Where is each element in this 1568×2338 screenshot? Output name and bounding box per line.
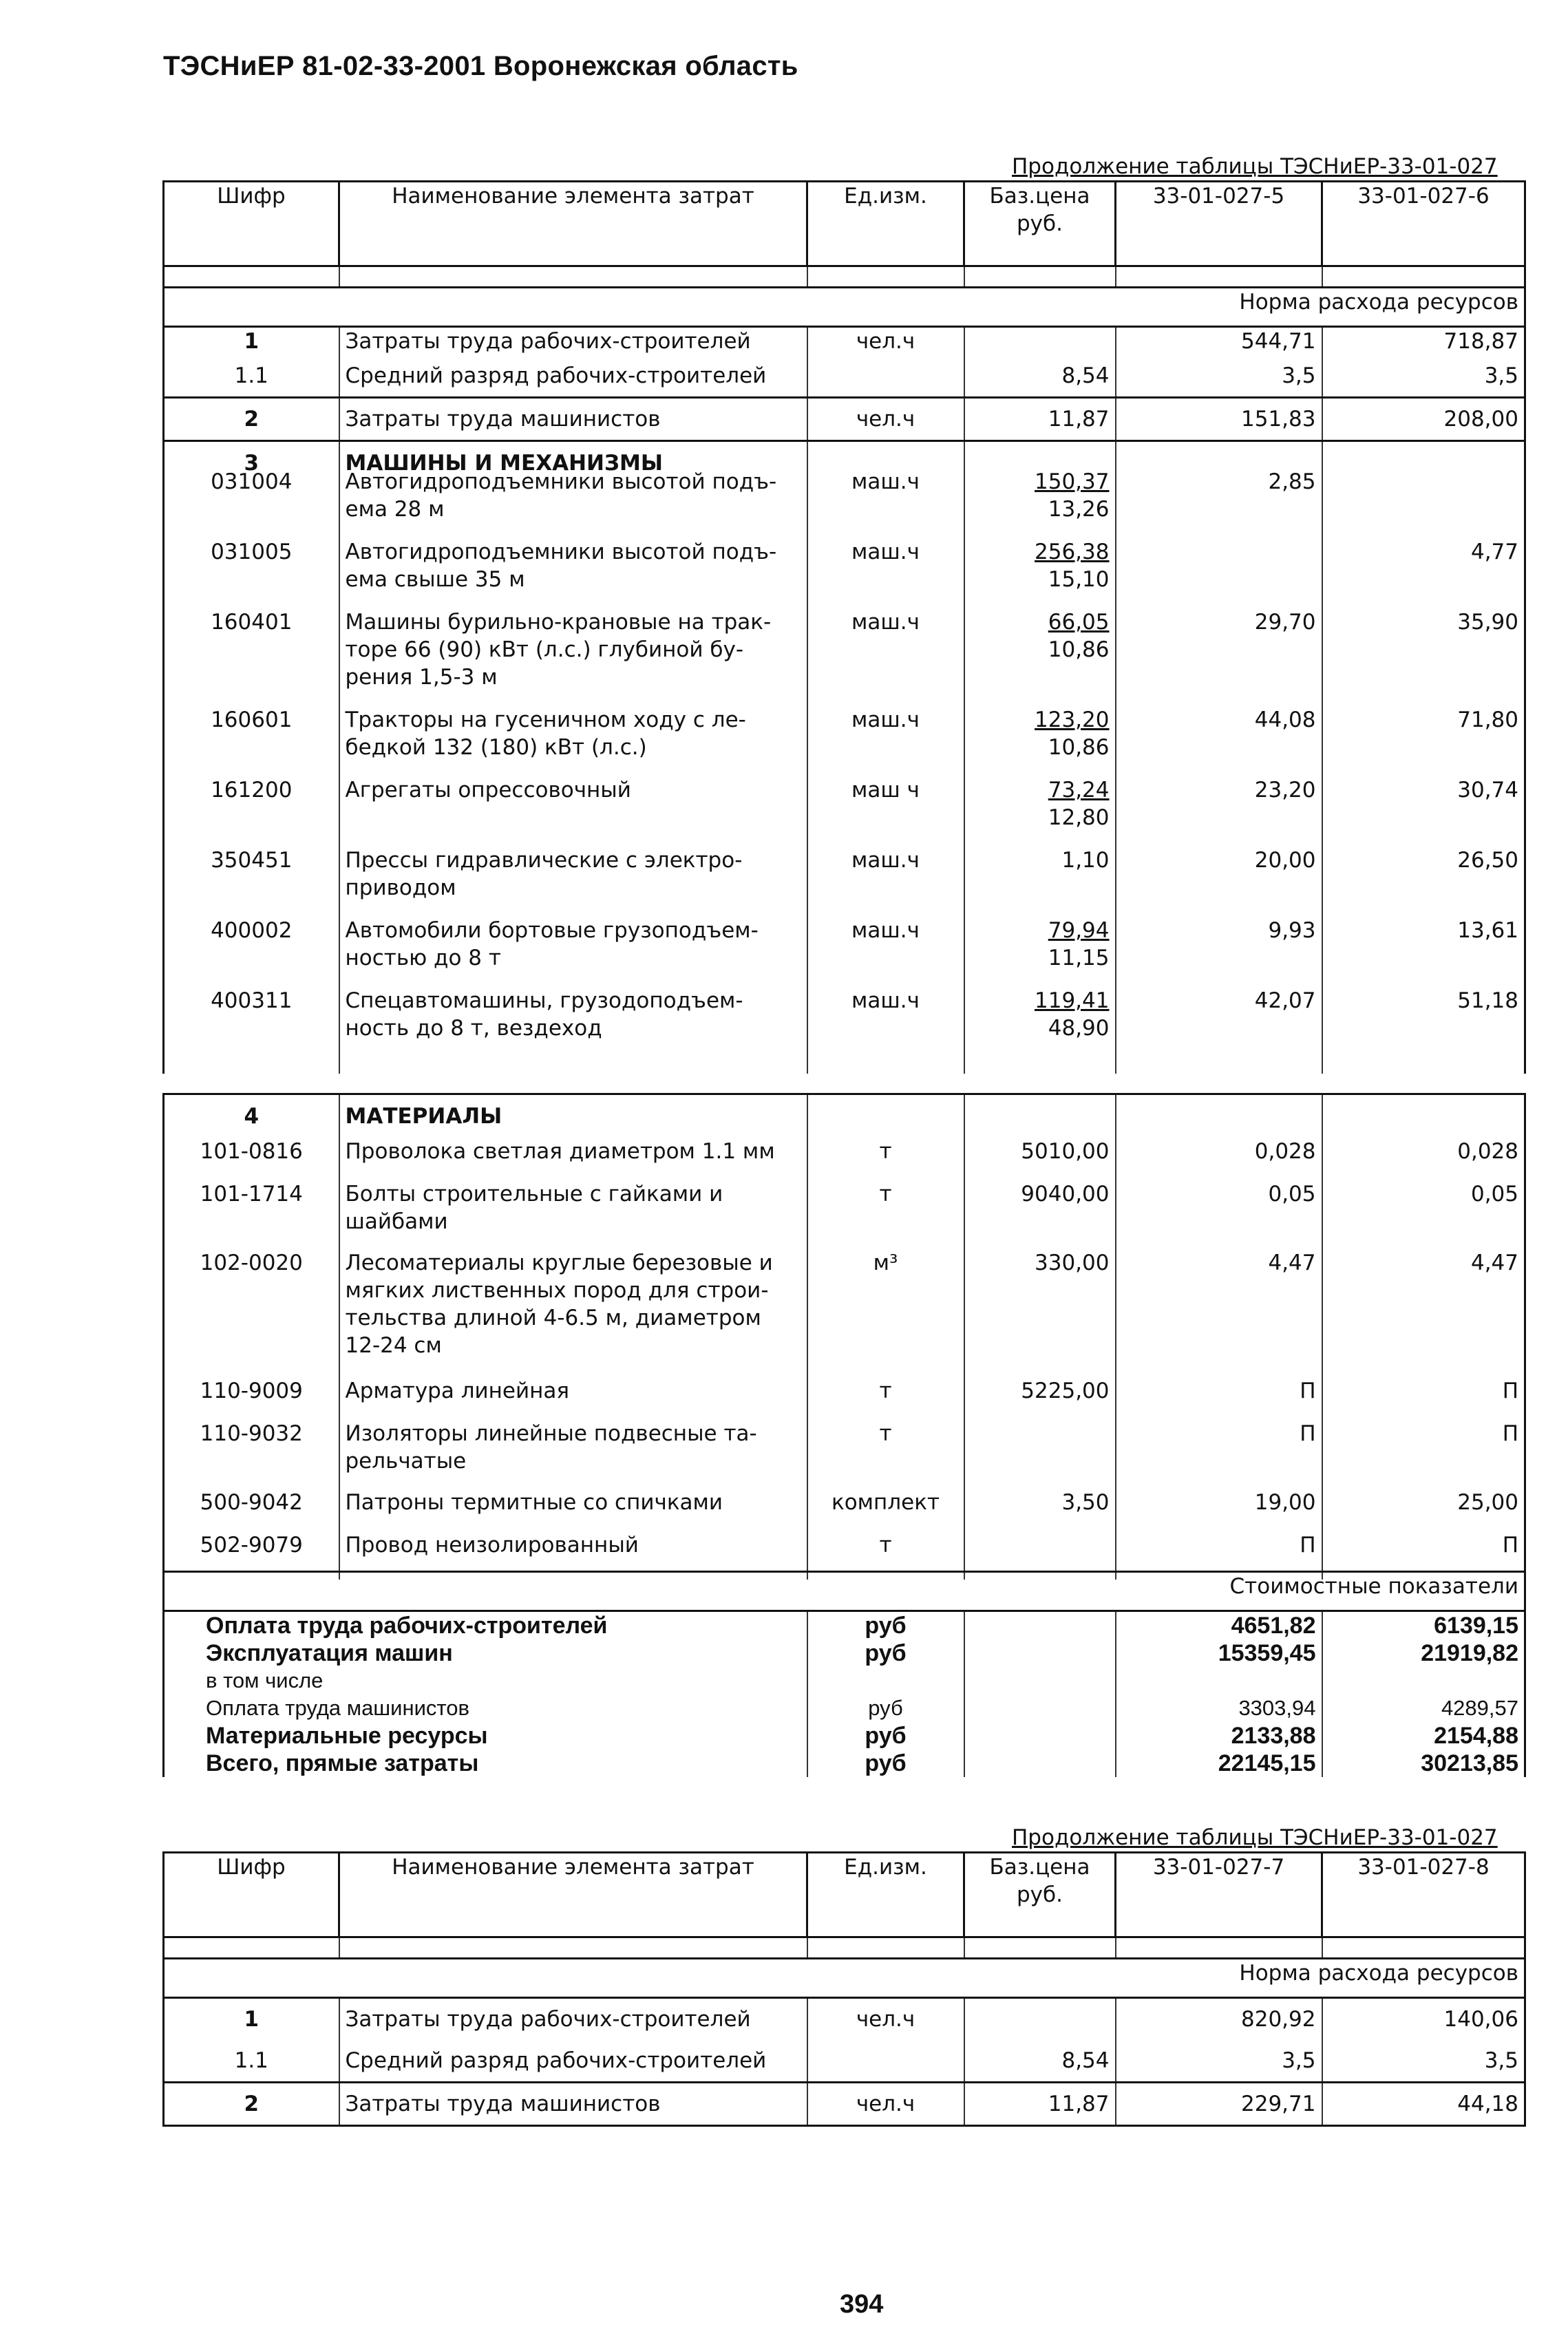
row-value-6: 208,00 (1322, 398, 1525, 441)
row-name (339, 1377, 807, 1420)
table-row (164, 917, 1525, 987)
cost-price-empty (964, 1694, 1116, 1722)
row-unit: чел.ч (807, 1998, 964, 2041)
row-price-wage: 48,90 (1048, 1016, 1110, 1041)
row-price: 8,54 (964, 2040, 1116, 2083)
row-code: 502-9079 (164, 1531, 339, 1574)
row-price (964, 468, 1116, 538)
table-header-row (164, 1853, 1525, 1937)
header-col5: 33-01-027-7 (1116, 1853, 1322, 1937)
row-code: 101-0816 (164, 1138, 339, 1180)
cost-price-empty (964, 1611, 1116, 1640)
row-unit: маш.ч (807, 917, 964, 987)
section-title: МАШИНЫ И МЕХАНИЗМЫ (339, 441, 807, 485)
table-row (164, 468, 1525, 538)
row-name-line: Тракторы на гусеничном ходу с ле- (345, 708, 746, 732)
row-name-line: Болты строительные с гайками и (345, 1182, 723, 1207)
row-name-line: Агрегаты опрессовочный (345, 778, 631, 803)
table-row (164, 987, 1525, 1057)
cost-unit: руб (807, 1750, 964, 1777)
row-code: 102-0020 (164, 1249, 339, 1377)
row-price-rate: 150,37 (1035, 469, 1110, 494)
row-name-line: рельчатые (345, 1449, 467, 1474)
row-value-5: 4,47 (1116, 1249, 1322, 1377)
row-price: 9040,00 (964, 1180, 1116, 1249)
cost-value-6: 4289,57 (1322, 1694, 1525, 1722)
row-value-5: П (1116, 1420, 1322, 1489)
row-value-5: 151,83 (1116, 398, 1322, 441)
row-name-line: Патроны термитные со спичками (345, 1490, 723, 1515)
row-value-5: 3,5 (1116, 355, 1322, 398)
row-price: 11,87 (964, 398, 1116, 441)
row-price: 5225,00 (964, 1377, 1116, 1420)
row-value-6: 0,028 (1322, 1138, 1525, 1180)
header-price-line2: руб. (1017, 211, 1063, 236)
cost-value-6 (1322, 1667, 1525, 1694)
row-price-rate: 66,05 (1048, 610, 1110, 635)
row-value-6: П (1322, 1420, 1525, 1489)
row-unit (807, 355, 964, 398)
cost-row (164, 1750, 1525, 1777)
row-price (964, 706, 1116, 776)
row-name-line: Прессы гидравлические с электро- (345, 848, 743, 873)
row-name (339, 987, 807, 1057)
row-name (339, 1420, 807, 1489)
table-row (164, 1377, 1525, 1420)
header-price-line1: Баз.цена (989, 184, 1090, 209)
row-value-6: 718,87 (1322, 327, 1525, 356)
table-header-row (164, 182, 1525, 266)
row-name (339, 538, 807, 608)
row-code: 110-9009 (164, 1377, 339, 1420)
row-price-rate: 123,20 (1035, 708, 1110, 732)
row-price-rate: 73,24 (1048, 778, 1110, 803)
row-value-5: 544,71 (1116, 327, 1322, 356)
row-value-5: 0,028 (1116, 1138, 1322, 1180)
header-code: Шифр (164, 1853, 339, 1937)
row-value-5: 229,71 (1116, 2083, 1322, 2126)
cost-value-6: 2154,88 (1322, 1722, 1525, 1750)
cost-row (164, 1694, 1525, 1722)
section-code: 3 (164, 441, 339, 485)
row-value-6: 13,61 (1322, 917, 1525, 987)
row-unit: комплект (807, 1489, 964, 1531)
row-name-line: Лесоматериалы круглые березовые и (345, 1251, 773, 1275)
row-name (339, 468, 807, 538)
row-unit: чел.ч (807, 2083, 964, 2126)
row-value-5: 2,85 (1116, 468, 1322, 538)
cost-label-cell: в том числе (164, 1667, 807, 1694)
row-value-6: 4,47 (1322, 1249, 1525, 1377)
row-name-line: ность до 8 т, вездеход (345, 1016, 602, 1041)
table-row (164, 706, 1525, 776)
row-value-6: П (1322, 1377, 1525, 1420)
cost-price-empty (964, 1722, 1116, 1750)
spacer-row (164, 1937, 1525, 1959)
row-code: 110-9032 (164, 1420, 339, 1489)
row-name-line: ема свыше 35 м (345, 567, 525, 592)
header-price (964, 182, 1116, 266)
row-unit: т (807, 1531, 964, 1574)
row-value-5: 3,5 (1116, 2040, 1322, 2083)
cost-value-6: 6139,15 (1322, 1611, 1525, 1640)
machines-table-1 (162, 468, 1526, 1074)
resource-table-2 (162, 1851, 1526, 2127)
table-row (164, 538, 1525, 608)
row-unit: маш.ч (807, 468, 964, 538)
spacer-row (164, 1057, 1525, 1074)
row-name-line: мягких лиственных пород для строи- (345, 1278, 769, 1303)
row-name-line: Проволока светлая диаметром 1.1 мм (345, 1139, 775, 1164)
row-value-6: П (1322, 1531, 1525, 1574)
row-value-5: 0,05 (1116, 1180, 1322, 1249)
table-row (164, 608, 1525, 706)
row-value-6: 0,05 (1322, 1180, 1525, 1249)
row-price-rate: 119,41 (1035, 988, 1110, 1013)
row-unit: маш.ч (807, 706, 964, 776)
row-code: 161200 (164, 776, 339, 847)
row-unit: т (807, 1138, 964, 1180)
row-value-6: 4,77 (1322, 538, 1525, 608)
row-name (339, 776, 807, 847)
row-value-6: 3,5 (1322, 2040, 1525, 2083)
continuation-caption-2: Продолжение таблицы ТЭСНиЕР-33-01-027 (1012, 1825, 1498, 1850)
row-value-6: 51,18 (1322, 987, 1525, 1057)
header-col6: 33-01-027-8 (1322, 1853, 1525, 1937)
row-name (339, 917, 807, 987)
row-code: 160601 (164, 706, 339, 776)
cost-unit: руб (807, 1611, 964, 1640)
row-price: 330,00 (964, 1249, 1116, 1377)
row-name (339, 1138, 807, 1180)
header-col6: 33-01-027-6 (1322, 182, 1525, 266)
cost-label-cell: Оплата труда машинистов (164, 1694, 807, 1722)
row-code: 400002 (164, 917, 339, 987)
row-name (339, 706, 807, 776)
row-value-5: П (1116, 1531, 1322, 1574)
row-value-5: П (1116, 1377, 1322, 1420)
row-price: 8,54 (964, 355, 1116, 398)
cost-label-cell: Материальные ресурсы (164, 1722, 807, 1750)
row-unit: маш.ч (807, 847, 964, 917)
row-name-line: Изоляторы линейные подвесные та- (345, 1421, 757, 1446)
table-row (164, 2040, 1525, 2083)
row-code: 031005 (164, 538, 339, 608)
table-row (164, 355, 1525, 398)
row-name: Затраты труда машинистов (339, 398, 807, 441)
row-code: 1 (164, 327, 339, 356)
row-price-rate: 1,10 (1061, 848, 1110, 873)
row-name-line: ема 28 м (345, 497, 445, 522)
table-row (164, 327, 1525, 356)
row-name (339, 1249, 807, 1377)
section-code: 4 (164, 1094, 339, 1138)
row-code: 101-1714 (164, 1180, 339, 1249)
header-name: Наименование элемента затрат (339, 1853, 807, 1937)
document-title: ТЭСНиЕР 81-02-33-2001 Воронежская область (163, 51, 798, 81)
row-value-6: 3,5 (1322, 355, 1525, 398)
row-code: 1 (164, 1998, 339, 2041)
norm-label-row (164, 288, 1525, 327)
cost-unit: руб (807, 1722, 964, 1750)
row-unit: чел.ч (807, 398, 964, 441)
row-name-line: Спецавтомашины, грузодоподъем- (345, 988, 743, 1013)
row-value-5: 29,70 (1116, 608, 1322, 706)
header-col5: 33-01-027-5 (1116, 182, 1322, 266)
row-price (964, 847, 1116, 917)
cost-row (164, 1722, 1525, 1750)
cost-price-empty (964, 1750, 1116, 1777)
spacer-row (164, 266, 1525, 288)
row-unit: маш.ч (807, 538, 964, 608)
row-code: 350451 (164, 847, 339, 917)
row-price-wage: 11,15 (1048, 946, 1110, 970)
norm-label: Норма расхода ресурсов (164, 1959, 1525, 1998)
row-unit: чел.ч (807, 327, 964, 356)
row-price: 11,87 (964, 2083, 1116, 2126)
norm-label-row (164, 1959, 1525, 1998)
header-unit: Ед.изм. (807, 1853, 964, 1937)
section-row-materials (164, 1094, 1525, 1138)
row-price-wage: 12,80 (1048, 805, 1110, 830)
table-row (164, 776, 1525, 847)
cost-value-5: 2133,88 (1116, 1722, 1322, 1750)
row-name-line: Автогидроподъемники высотой подъ- (345, 540, 777, 564)
cost-value-5: 22145,15 (1116, 1750, 1322, 1777)
row-price (964, 776, 1116, 847)
materials-table-1 (162, 1093, 1526, 1580)
row-code: 500-9042 (164, 1489, 339, 1531)
row-name-line: тельства длиной 4-6.5 м, диаметром (345, 1306, 761, 1330)
row-price-wage: 10,86 (1048, 735, 1110, 760)
cost-label-row (164, 1572, 1525, 1611)
cost-label-cell: Всего, прямые затраты (164, 1750, 807, 1777)
row-value-5: 23,20 (1116, 776, 1322, 847)
row-price-wage: 10,86 (1048, 637, 1110, 662)
cost-value-5 (1116, 1667, 1322, 1694)
row-name-line: торе 66 (90) кВт (л.с.) глубиной бу- (345, 637, 744, 662)
row-price (964, 1998, 1116, 2041)
header-price (964, 1853, 1116, 1937)
row-name-line: приводом (345, 875, 456, 900)
cost-value-5: 4651,82 (1116, 1611, 1322, 1640)
row-value-5: 820,92 (1116, 1998, 1322, 2041)
cost-price-empty (964, 1639, 1116, 1667)
row-code: 400311 (164, 987, 339, 1057)
row-name-line: Провод неизолированный (345, 1533, 639, 1558)
row-price (964, 608, 1116, 706)
row-price (964, 1531, 1116, 1574)
row-name: Затраты труда машинистов (339, 2083, 807, 2126)
row-value-6: 26,50 (1322, 847, 1525, 917)
row-code: 160401 (164, 608, 339, 706)
row-name: Средний разряд рабочих-строителей (339, 355, 807, 398)
row-name (339, 1489, 807, 1531)
row-price: 3,50 (964, 1489, 1116, 1531)
row-code: 1.1 (164, 355, 339, 398)
page-number: 394 (840, 2290, 884, 2319)
row-value-6: 35,90 (1322, 608, 1525, 706)
cost-row (164, 1611, 1525, 1640)
row-name-line: Автогидроподъемники высотой подъ- (345, 469, 777, 494)
row-value-5 (1116, 538, 1322, 608)
table-row (164, 1420, 1525, 1489)
row-unit: м³ (807, 1249, 964, 1377)
section-title: МАТЕРИАЛЫ (339, 1094, 807, 1138)
row-price-rate: 256,38 (1035, 540, 1110, 564)
row-name-line: ностью до 8 т (345, 946, 501, 970)
cost-price-empty (964, 1667, 1116, 1694)
row-price-wage: 13,26 (1048, 497, 1110, 522)
row-value-6: 25,00 (1322, 1489, 1525, 1531)
row-name-line: рения 1,5-3 м (345, 665, 498, 690)
continuation-caption-1: Продолжение таблицы ТЭСНиЕР-33-01-027 (1012, 154, 1498, 179)
row-value-6 (1322, 468, 1525, 538)
row-name-line: бедкой 132 (180) кВт (л.с.) (345, 735, 647, 760)
row-code: 031004 (164, 468, 339, 538)
cost-label: Стоимостные показатели (164, 1572, 1525, 1611)
row-name-line: Автомобили бортовые грузоподъем- (345, 918, 759, 943)
header-unit: Ед.изм. (807, 182, 964, 266)
row-value-6: 44,18 (1322, 2083, 1525, 2126)
row-unit (807, 2040, 964, 2083)
cost-label-cell: Эксплуатация машин (164, 1639, 807, 1667)
norm-label: Норма расхода ресурсов (164, 288, 1525, 327)
header-price-line1: Баз.цена (989, 1855, 1090, 1880)
row-value-6: 140,06 (1322, 1998, 1525, 2041)
row-price (964, 917, 1116, 987)
row-code: 2 (164, 398, 339, 441)
table-row (164, 847, 1525, 917)
row-unit: маш ч (807, 776, 964, 847)
table-row (164, 1138, 1525, 1180)
row-name-line: шайбами (345, 1209, 448, 1234)
row-price-rate: 79,94 (1048, 918, 1110, 943)
cost-row (164, 1667, 1525, 1694)
row-name: Затраты труда рабочих-строителей (339, 327, 807, 356)
cost-label-cell: Оплата труда рабочих-строителей (164, 1611, 807, 1640)
row-name (339, 1180, 807, 1249)
resource-table-1 (162, 180, 1526, 485)
header-code: Шифр (164, 182, 339, 266)
table-row (164, 1489, 1525, 1531)
row-value-6: 30,74 (1322, 776, 1525, 847)
cost-value-5: 3303,94 (1116, 1694, 1322, 1722)
row-value-5: 42,07 (1116, 987, 1322, 1057)
row-value-5: 20,00 (1116, 847, 1322, 917)
cost-row (164, 1639, 1525, 1667)
row-value-6: 71,80 (1322, 706, 1525, 776)
row-name-line: 12-24 см (345, 1333, 442, 1358)
cost-value-6: 21919,82 (1322, 1639, 1525, 1667)
header-price-line2: руб. (1017, 1882, 1063, 1907)
row-value-5: 9,93 (1116, 917, 1322, 987)
table-row (164, 1249, 1525, 1377)
cost-value-6: 30213,85 (1322, 1750, 1525, 1777)
row-price (964, 327, 1116, 356)
row-name (339, 847, 807, 917)
row-value-5: 44,08 (1116, 706, 1322, 776)
cost-unit: руб (807, 1639, 964, 1667)
table-row (164, 398, 1525, 441)
cost-unit: руб (807, 1694, 964, 1722)
table-row (164, 2083, 1525, 2126)
row-name: Затраты труда рабочих-строителей (339, 1998, 807, 2041)
row-code: 1.1 (164, 2040, 339, 2083)
row-unit: т (807, 1377, 964, 1420)
table-row (164, 1531, 1525, 1574)
row-price: 5010,00 (964, 1138, 1116, 1180)
row-name-line: Машины бурильно-крановые на трак- (345, 610, 772, 635)
cost-value-5: 15359,45 (1116, 1639, 1322, 1667)
row-name: Средний разряд рабочих-строителей (339, 2040, 807, 2083)
row-value-5: 19,00 (1116, 1489, 1322, 1531)
table-row (164, 1998, 1525, 2041)
row-unit: т (807, 1420, 964, 1489)
row-price-wage: 15,10 (1048, 567, 1110, 592)
costs-table-1 (162, 1571, 1526, 1777)
row-name (339, 1531, 807, 1574)
row-code: 2 (164, 2083, 339, 2126)
row-price (964, 1420, 1116, 1489)
row-name (339, 608, 807, 706)
row-unit: т (807, 1180, 964, 1249)
row-unit: маш.ч (807, 608, 964, 706)
row-price (964, 538, 1116, 608)
table-row (164, 1180, 1525, 1249)
row-price (964, 987, 1116, 1057)
header-name: Наименование элемента затрат (339, 182, 807, 266)
row-unit: маш.ч (807, 987, 964, 1057)
row-name-line: Арматура линейная (345, 1379, 570, 1403)
cost-unit (807, 1667, 964, 1694)
